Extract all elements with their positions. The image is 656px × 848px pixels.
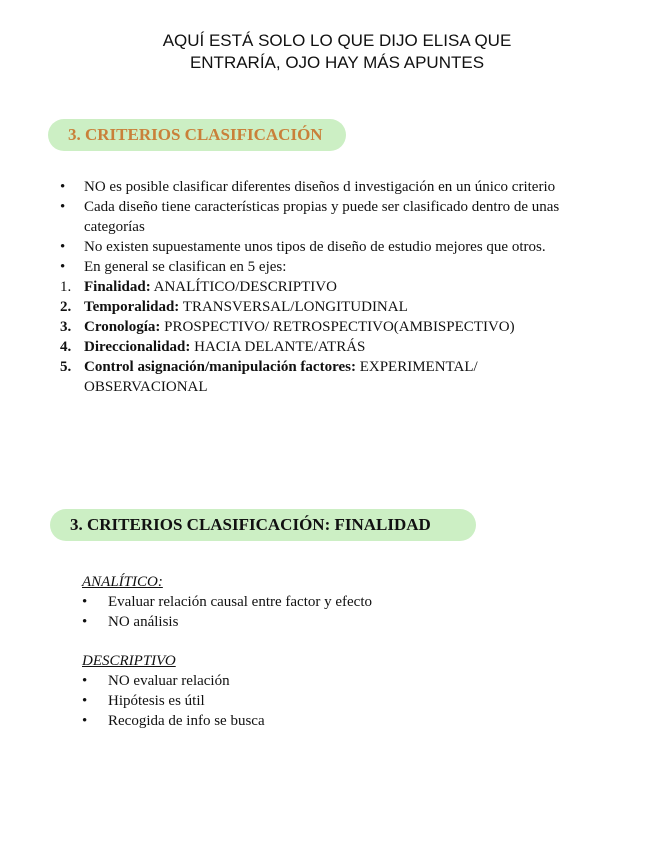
axis-item-control	[60, 357, 590, 397]
axis-item-cronologia	[60, 317, 590, 337]
axis-number: 5.	[60, 359, 72, 375]
list-item: • NO es posible clasificar diferentes diseños d investigación en un único criterio	[60, 179, 556, 195]
axis-label: Temporalidad:	[84, 299, 180, 315]
bullet-icon: •	[82, 673, 88, 689]
bullet-icon: •	[82, 713, 88, 729]
list-item: • No existen supuestamente unos tipos de diseño de estudio mejores que otros.	[60, 239, 546, 255]
notice-text	[120, 30, 554, 74]
bullet-icon: •	[60, 179, 66, 195]
axis-number: 1.	[60, 279, 72, 295]
list-item: • NO evaluar relación	[82, 673, 230, 689]
section-2-heading	[50, 509, 476, 541]
axis-item-temporalidad	[60, 297, 590, 317]
notice-line-1: AQUÍ ESTÁ SOLO LO QUE DIJO ELISA QUE	[162, 31, 512, 50]
bullet-icon: •	[60, 199, 66, 215]
axis-label: Control asignación/manipulación factores:	[84, 359, 356, 375]
section-1-title: 3. CRITERIOS CLASIFICACIÓN	[68, 125, 323, 144]
axis-number: 2.	[60, 299, 72, 315]
axis-number: 4.	[60, 339, 72, 355]
bullet-icon: •	[60, 259, 66, 275]
axis-value: EXPERIMENTAL/ OBSERVACIONAL	[84, 359, 478, 395]
criteria-list	[60, 177, 590, 397]
section-2-title: 3. CRITERIOS CLASIFICACIÓN: FINALIDAD	[70, 515, 431, 534]
axis-item-direccionalidad	[60, 337, 590, 357]
list-item: • Recogida de info se busca	[82, 713, 265, 729]
list-item: • NO análisis	[82, 614, 179, 630]
list-item: • Evaluar relación causal entre factor y efecto	[82, 594, 373, 610]
bullet-icon: •	[60, 239, 66, 255]
descriptivo-title: DESCRIPTIVO	[82, 653, 176, 669]
list-item: • Hipótesis es útil	[82, 693, 205, 709]
axis-label: Cronología:	[84, 319, 161, 335]
bullet-icon: •	[82, 693, 88, 709]
axis-label: Direccionalidad:	[84, 339, 191, 355]
axis-number: 3.	[60, 319, 72, 335]
notice-line-2: ENTRARÍA, OJO HAY MÁS APUNTES	[189, 53, 485, 72]
axis-value: ANALÍTICO/DESCRIPTIVO	[150, 279, 337, 295]
axis-value: TRANSVERSAL/LONGITUDINAL	[179, 299, 408, 315]
axis-value: HACIA DELANTE/ATRÁS	[190, 339, 366, 355]
descriptivo-block	[82, 651, 562, 731]
axis-label: Finalidad:	[84, 279, 151, 295]
bullet-icon: •	[82, 594, 88, 610]
analitico-block	[82, 572, 562, 632]
bullet-icon: •	[82, 614, 88, 630]
list-item: • Cada diseño tiene características propias y puede ser clasificado dentro de unas categorías	[60, 199, 560, 235]
analitico-title: ANALÍTICO:	[82, 574, 163, 590]
list-item: • En general se clasifican en 5 ejes:	[60, 259, 287, 275]
axis-value: PROSPECTIVO/ RETROSPECTIVO(AMBISPECTIVO)	[160, 319, 515, 335]
section-1-heading	[48, 119, 346, 151]
axis-item-finalidad	[60, 277, 590, 297]
